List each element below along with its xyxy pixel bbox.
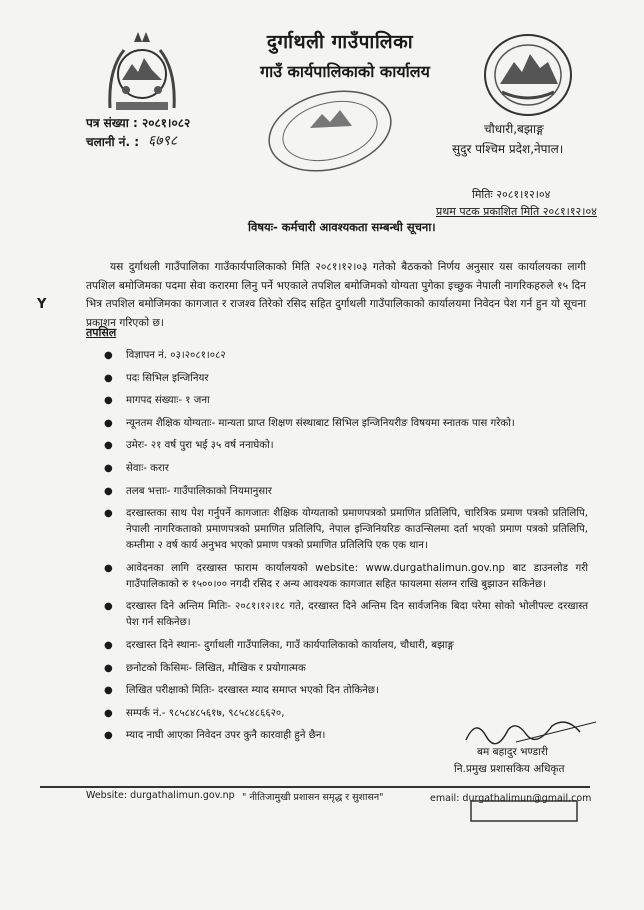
location-line-1: चौधारी,बझाङ्ग — [484, 122, 544, 136]
reference-number: पत्र संख्या : २०८१।०८२ — [86, 116, 191, 130]
list-item: ● उमेरः- २१ वर्ष पुरा भई ३५ वर्ष ननाघेको। — [104, 438, 588, 454]
footer-divider — [40, 786, 590, 788]
details-list — [104, 348, 588, 751]
list-item: ● लिखित परीक्षाको मितिः- दरखास्त म्याद समाप्त भएको दिन तोकिनेछ। — [104, 683, 588, 699]
first-published-date: प्रथम पटक प्रकाशित मिति २०८१।१२।०४ — [436, 205, 597, 218]
list-item: ● सेवाः- करार — [104, 461, 588, 477]
office-name: गाउँ कार्यपालिकाको कार्यालय — [260, 62, 430, 81]
org-name: दुर्गाथली गाउँपालिका — [266, 31, 414, 53]
list-item: ● सम्पर्क नं.- ९८५८४८५६१७, ९८५८४८६६२०, — [104, 706, 588, 722]
list-item: ● दरखास्तका साथ पेश गर्नुपर्ने कागजातः शैक्षिक योग्यताको प्रमाणपत्रको प्रमाणित प्रतिलिपि, चारित्रिक प्रमाण पत्रको प्रतिलिपि, नेपाली नागरिकताको प्रमाणपत्रको प्रमाणित प्रतिलिपि, नेपाल इन्जिनियरिङ काउन्सिलमा दर्ता भएको प्रमाण पत्रको प्रतिलिपि, कम्तीमा २ वर्ष कार्य अनुभव भएको प्रमाण पत्रको प्रमाणित प्रतिलिपि एक एक थान। — [104, 506, 588, 554]
list-item: ● मागपद संख्याः- १ जना — [104, 393, 588, 409]
letter-date: मितिः २०८१।१२।०४ — [472, 188, 551, 201]
margin-mark: Y — [37, 297, 47, 312]
list-item: ● पदः सिभिल इन्जिनियर — [104, 371, 588, 387]
list-item: ● तलब भत्ताः- गाउँपालिकाको नियमानुसार — [104, 484, 588, 500]
subject-line: विषयः- कर्मचारी आवश्यकता सम्बन्धी सूचना। — [248, 220, 436, 234]
signatory-name: बम बहादुर भण्डारी — [477, 746, 548, 758]
footer-motto: " नीतिजामुखी प्रशासन समृद्ध र सुशासन" — [242, 792, 384, 803]
footer-email: email: durgathalimun@gmail.com — [430, 793, 592, 804]
list-item: ● आवेदनका लागि दरखास्त फाराम कार्यालयको website: www.durgathalimun.gov.np बाट डाउनलोड गरी गाउँपालिकाको रु १५००।०० नगदी रसिद र अन्य आवश्यक कागजात सहित फायलमा संलग्न राखि बुझाउन सकिनेछ। — [104, 561, 588, 593]
list-item: ● दरखास्त दिने अन्तिम मितिः- २०८१।१२।१८ गते, दरखास्त दिने अन्तिम दिन सार्वजनिक बिदा परेमा सोको भोलीपल्ट दरखास्त पेश गर्न सकिनेछ। — [104, 599, 588, 631]
post-stamp — [470, 800, 578, 822]
office-stamp — [260, 88, 400, 174]
list-item: ● दरखास्त दिने स्थानः- दुर्गाथली गाउँपालिका, गाउँ कार्यपालिकाको कार्यालय, चौधारी, बझाङ्ग — [104, 638, 588, 654]
body-paragraph: यस दुर्गाथली गाउँपालिका गाउँकार्यपालिकाको मिति २०८१।१२।०३ गतेको बैठकको निर्णय अनुसार यस कार्यालयका लागी तपशिल बमोजिमका पदमा सेवा करारमा लिनु पर्ने भएकाले तपशिल बमोजिमको योग्यता पुगेका इच्छुक नेपाली नागरिकहरुले १५ दिन भित्र तपशिल बमोजिमका कागजात र राजश्व तिरेको रसिद सहित दुर्गाथली गाउँपालिकाको कार्यालयमा निवेदन पेश गर्न हुन यो सूचना प्रकाशन गरिएको छ। — [86, 261, 586, 329]
dispatch-number: ६७९८ — [148, 133, 178, 149]
list-item: ● विज्ञापन नं. ०३।२०८१।०८२ — [104, 348, 588, 364]
footer-website: Website: durgathalimun.gov.np — [86, 790, 235, 801]
list-item: ● म्याद नाघी आएका निवेदन उपर कुनै कारवाही हुने छैन। — [104, 728, 588, 744]
list-item: ● छनोटको किसिमः- लिखित, मौखिक र प्रयोगात्मक — [104, 661, 588, 677]
list-item: ● न्यूनतम शैक्षिक योग्यताः- मान्यता प्राप्त शिक्षण संस्थाबाट सिभिल इन्जिनियरीङ विषयमा स्नातक पास गरेको। — [104, 416, 588, 432]
dispatch-label: चलानी नं. : — [86, 135, 140, 149]
municipality-seal — [482, 32, 574, 118]
location-line-2: सुदुर पश्चिम प्रदेश,नेपाल। — [452, 142, 564, 156]
details-heading: तपसिल — [86, 326, 117, 339]
nepal-emblem — [104, 30, 180, 116]
signatory-post: नि.प्रमुख प्रशासकिय अधिकृत — [454, 763, 565, 775]
